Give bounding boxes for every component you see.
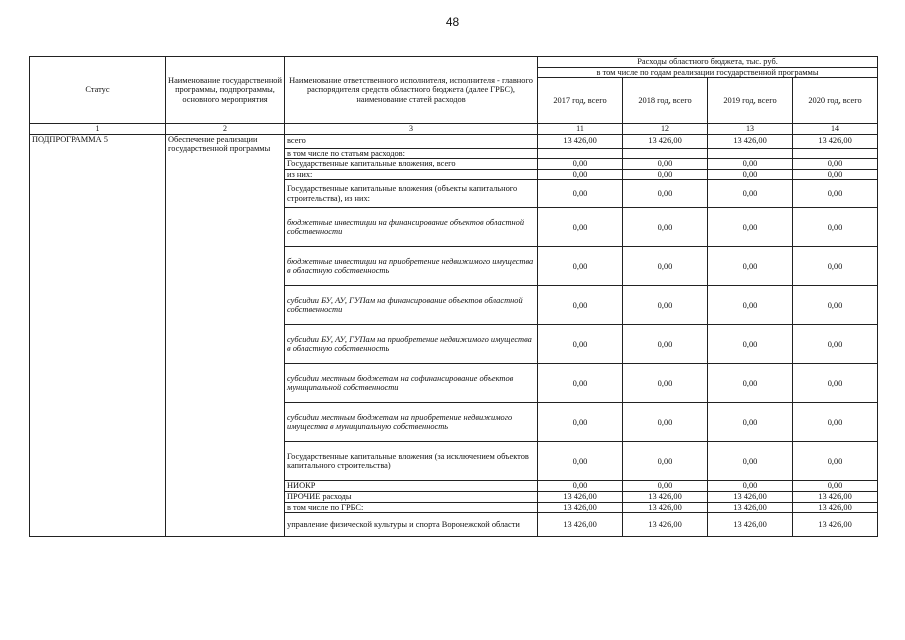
row-value [623, 148, 708, 159]
row-value: 0,00 [623, 169, 708, 180]
col-number: 11 [538, 124, 623, 134]
row-value: 13 426,00 [708, 492, 793, 503]
header-expenses: Расходы областного бюджета, тыс. руб. [538, 57, 878, 68]
header-year-2020: 2020 год, всего [793, 78, 878, 124]
row-label: всего [285, 134, 538, 148]
row-value: 0,00 [793, 208, 878, 247]
row-value: 13 426,00 [623, 513, 708, 537]
row-value: 13 426,00 [538, 134, 623, 148]
row-value: 0,00 [623, 180, 708, 208]
col-number: 3 [285, 124, 538, 134]
row-value: 13 426,00 [538, 502, 623, 513]
row-value: 0,00 [538, 169, 623, 180]
row-label: из них: [285, 169, 538, 180]
header-year-2017: 2017 год, всего [538, 78, 623, 124]
row-value: 0,00 [708, 442, 793, 481]
row-value: 0,00 [708, 403, 793, 442]
row-label: бюджетные инвестиции на приобретение недвижимого имущества в областную собственность [285, 247, 538, 286]
col-number: 12 [623, 124, 708, 134]
row-value: 0,00 [623, 481, 708, 492]
row-label: субсидии БУ, АУ, ГУПам на финансирование объектов областной собственности [285, 286, 538, 325]
row-value: 0,00 [623, 442, 708, 481]
row-label: ПРОЧИЕ расходы [285, 492, 538, 503]
row-value: 0,00 [538, 325, 623, 364]
row-label: в том числе по ГРБС: [285, 502, 538, 513]
row-label: в том числе по статьям расходов: [285, 148, 538, 159]
header-executor: Наименование ответственного исполнителя, исполнителя - главного распорядителя средств областного бюджета (далее ГРБС), наименование статей расходов [285, 57, 538, 124]
row-value: 13 426,00 [793, 134, 878, 148]
row-value: 0,00 [538, 364, 623, 403]
row-label: Государственные капитальные вложения, всего [285, 159, 538, 170]
row-value: 0,00 [793, 481, 878, 492]
row-label: Государственные капитальные вложения (за исключением объектов капитального строительства) [285, 442, 538, 481]
row-value: 0,00 [538, 286, 623, 325]
row-value: 13 426,00 [708, 134, 793, 148]
row-value: 0,00 [793, 325, 878, 364]
budget-table [29, 56, 878, 537]
row-value: 0,00 [538, 442, 623, 481]
row-value [708, 148, 793, 159]
header-program-name: Наименование государственной программы, подпрограммы, основного мероприятия [166, 57, 285, 124]
row-value: 0,00 [538, 403, 623, 442]
col-number: 14 [793, 124, 878, 134]
row-value [793, 148, 878, 159]
row-value: 0,00 [708, 247, 793, 286]
row-value: 13 426,00 [793, 492, 878, 503]
row-value: 0,00 [623, 403, 708, 442]
row-value: 0,00 [793, 403, 878, 442]
row-value: 0,00 [793, 247, 878, 286]
row-value: 0,00 [708, 180, 793, 208]
row-label: Государственные капитальные вложения (объекты капитального строительства), из них: [285, 180, 538, 208]
row-value: 0,00 [623, 208, 708, 247]
row-value: 0,00 [708, 325, 793, 364]
row-value: 13 426,00 [538, 513, 623, 537]
row-label: субсидии местным бюджетам на софинансирование объектов муниципальной собственности [285, 364, 538, 403]
row-value: 0,00 [538, 208, 623, 247]
row-value: 13 426,00 [623, 502, 708, 513]
row-value: 0,00 [538, 481, 623, 492]
row-value: 0,00 [793, 180, 878, 208]
col-number: 2 [166, 124, 285, 134]
program-name: Обеспечение реализации государственной программы [166, 134, 285, 537]
row-label: НИОКР [285, 481, 538, 492]
row-value: 0,00 [538, 159, 623, 170]
row-value: 0,00 [708, 159, 793, 170]
row-value: 0,00 [623, 364, 708, 403]
row-label: субсидии БУ, АУ, ГУПам на приобретение недвижимого имущества в областную собственность [285, 325, 538, 364]
column-number-row [30, 124, 878, 134]
row-value: 0,00 [793, 364, 878, 403]
col-number: 13 [708, 124, 793, 134]
header-year-2018: 2018 год, всего [623, 78, 708, 124]
row-value: 13 426,00 [623, 492, 708, 503]
page-number: 48 [445, 15, 460, 29]
program-status: ПОДПРОГРАММА 5 [30, 134, 166, 537]
header-status: Статус [30, 57, 166, 124]
table-row [30, 134, 878, 148]
row-value: 0,00 [623, 325, 708, 364]
row-value: 13 426,00 [708, 502, 793, 513]
row-label: субсидии местным бюджетам на приобретение недвижимого имущества в муниципальную собственность [285, 403, 538, 442]
row-label: управление физической культуры и спорта Воронежской области [285, 513, 538, 537]
row-value: 0,00 [793, 286, 878, 325]
row-label: бюджетные инвестиции на финансирование объектов областной собственности [285, 208, 538, 247]
row-value: 0,00 [623, 286, 708, 325]
row-value [538, 148, 623, 159]
row-value: 13 426,00 [538, 492, 623, 503]
row-value: 13 426,00 [793, 502, 878, 513]
row-value: 0,00 [538, 180, 623, 208]
header-year-2019: 2019 год, всего [708, 78, 793, 124]
col-number: 1 [30, 124, 166, 134]
row-value: 0,00 [793, 159, 878, 170]
row-value: 13 426,00 [793, 513, 878, 537]
row-value: 0,00 [708, 169, 793, 180]
row-value: 0,00 [708, 481, 793, 492]
row-value: 0,00 [623, 159, 708, 170]
row-value: 0,00 [708, 286, 793, 325]
row-value: 0,00 [708, 208, 793, 247]
row-value: 0,00 [623, 247, 708, 286]
row-value: 0,00 [538, 247, 623, 286]
row-value: 0,00 [793, 442, 878, 481]
header-by-years: в том числе по годам реализации государственной программы [538, 67, 878, 78]
row-value: 13 426,00 [623, 134, 708, 148]
row-value: 13 426,00 [708, 513, 793, 537]
row-value: 0,00 [708, 364, 793, 403]
row-value: 0,00 [793, 169, 878, 180]
